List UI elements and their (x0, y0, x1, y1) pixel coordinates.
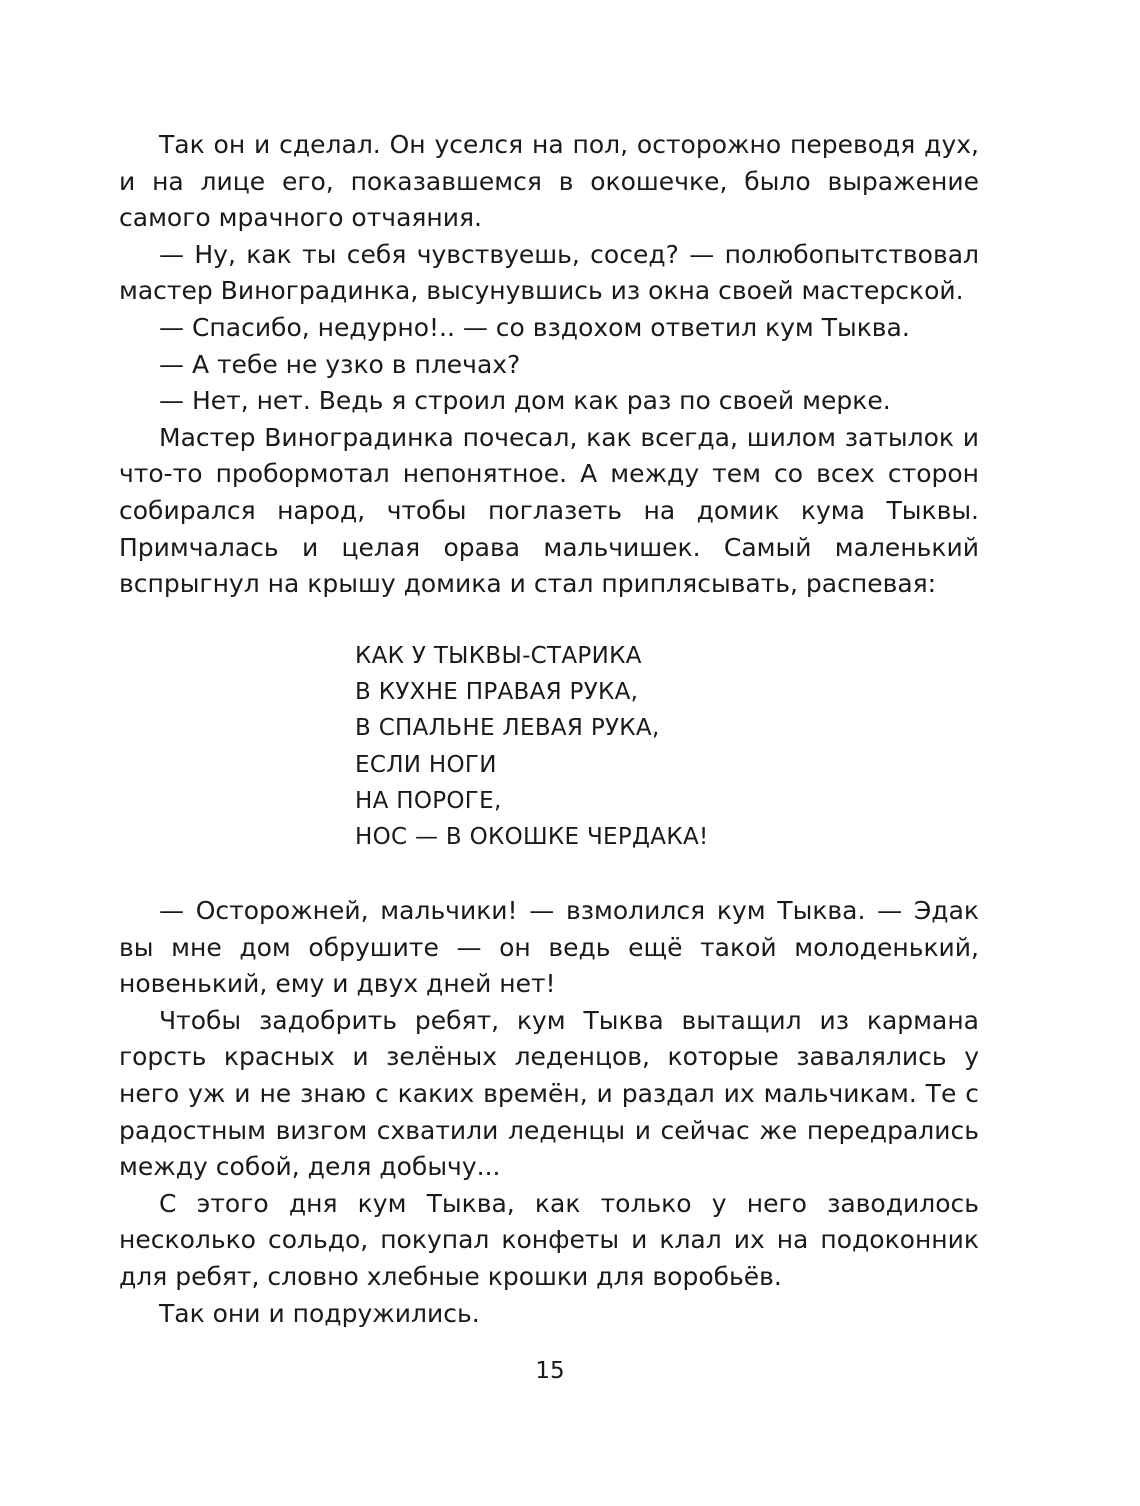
dialogue-line: — Осторожней, мальчики! — взмолился кум Тыква. — Эдак вы мне дом обрушите — он ведь ещё такой молоденький, новенький, ему и двух дней нет! (119, 896, 979, 999)
dialogue-line: — А тебе не узко в плечах? (159, 349, 521, 379)
paragraph: Так они и подружились. (159, 1298, 480, 1328)
poem-line: КАК У ТЫКВЫ-СТАРИКА (355, 643, 642, 669)
paragraph: Чтобы задобрить ребят, кум Тыква вытащил из кармана горсть красных и зелёных леденцов, которые завалялись у него уж и не знаю с каких времён, и раздал их мальчикам. Те с радостным визгом схватили леденцы и сейчас же передрались между собой, деля добычу... (119, 1005, 979, 1182)
dialogue-line: — Ну, как ты себя чувствуешь, сосед? — полюбопытствовал мастер Виноградинка, высунувшись из окна своей мастерской. (119, 239, 979, 306)
paragraph: Так он и сделал. Он уселся на пол, осторожно переводя дух, и на лице его, показавшемся в окошечке, было выражение самого мрачного отчаяния. (119, 130, 979, 233)
paragraph: С этого дня кум Тыква, как только у него заводилось несколько сольдо, покупал конфеты и клал их на подоконник для ребят, словно хлебные крошки для воробьёв. (119, 1188, 979, 1291)
dialogue-line: — Спасибо, недурно!.. — со вздохом ответил кум Тыква. (159, 312, 910, 342)
poem-line: НОС — В ОКОШКЕ ЧЕРДАКА! (355, 824, 709, 851)
poem-line: ЕСЛИ НОГИ (355, 751, 497, 778)
poem-line: В КУХНЕ ПРАВАЯ РУКА, (355, 679, 639, 706)
text-block-bottom (119, 893, 979, 1332)
poem (355, 638, 709, 855)
page-number: 15 (535, 1358, 565, 1384)
poem-line: НА ПОРОГЕ, (355, 787, 502, 814)
text-block-top (119, 127, 979, 603)
dialogue-line: — Нет, нет. Ведь я строил дом как раз по своей мерке. (159, 386, 891, 416)
paragraph: Мастер Виноградинка почесал, как всегда, шилом затылок и что-то пробормотал непонятное. А между тем со всех сторон собирался народ, чтобы поглазеть на домик кума Тыквы. Примчалась и целая орава мальчишек. Самый маленький вспрыгнул на крышу домика и стал приплясывать, распевая: (119, 422, 979, 599)
poem-line: В СПАЛЬНЕ ЛЕВАЯ РУКА, (355, 715, 660, 742)
